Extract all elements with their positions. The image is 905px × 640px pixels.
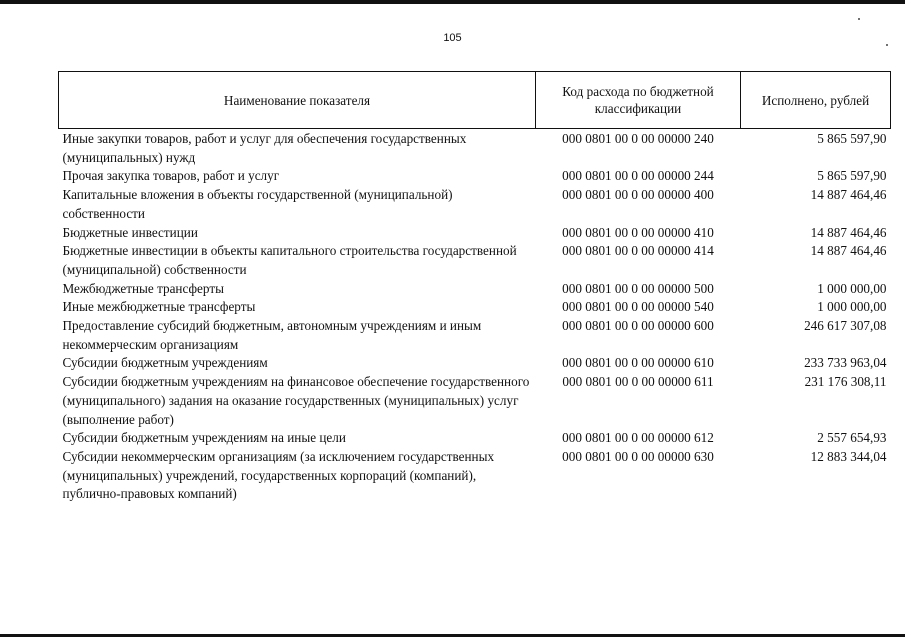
row-name: Бюджетные инвестиции — [62, 224, 198, 240]
row-amount: 246 617 307,08 — [804, 318, 887, 334]
header-code: Код расхода по бюджетной классификации — [536, 72, 741, 129]
scan-speck — [858, 18, 860, 20]
row-name: Иные закупки товаров, работ и услуг для обеспечения государственных (муниципальных) нужд — [62, 131, 467, 165]
row-name: Субсидии бюджетным учреждениям — [62, 355, 268, 371]
row-code: 000 0801 00 0 00 00000 630 — [562, 448, 714, 464]
row-amount: 1 000 000,00 — [817, 299, 887, 315]
top-border-line — [0, 0, 905, 4]
table-header — [59, 72, 891, 129]
row-code: 000 0801 00 0 00 00000 610 — [562, 355, 714, 371]
row-name: Предоставление субсидий бюджетным, автономным учреждениям и иным некоммерческим организациям — [62, 318, 482, 352]
table-row — [59, 186, 891, 223]
page-number: 105 — [443, 32, 462, 44]
row-code: 000 0801 00 0 00 00000 540 — [562, 299, 714, 315]
table-row — [59, 280, 891, 299]
row-code: 000 0801 00 0 00 00000 500 — [562, 280, 714, 296]
row-code: 000 0801 00 0 00 00000 611 — [562, 374, 714, 390]
row-amount: 2 557 654,93 — [817, 430, 887, 446]
row-name: Иные межбюджетные трансферты — [62, 299, 256, 315]
table-row — [59, 354, 891, 373]
row-code: 000 0801 00 0 00 00000 240 — [562, 131, 714, 146]
row-amount: 14 887 464,46 — [810, 224, 887, 240]
table-row — [59, 242, 891, 279]
table-row — [59, 317, 891, 354]
row-code: 000 0801 00 0 00 00000 400 — [562, 187, 714, 203]
scan-speck — [886, 44, 888, 46]
row-code: 000 0801 00 0 00 00000 244 — [562, 168, 714, 184]
row-amount: 14 887 464,46 — [810, 243, 887, 259]
row-code: 000 0801 00 0 00 00000 410 — [562, 224, 714, 240]
row-amount: 1 000 000,00 — [817, 280, 887, 296]
row-name: Прочая закупка товаров, работ и услуг — [62, 168, 280, 184]
row-name: Субсидии бюджетным учреждениям на иные цели — [62, 430, 346, 446]
row-code: 000 0801 00 0 00 00000 414 — [562, 243, 714, 259]
row-amount: 14 887 464,46 — [810, 187, 887, 203]
expenditure-table — [58, 71, 891, 504]
table-body — [59, 129, 891, 505]
row-amount: 12 883 344,04 — [810, 448, 887, 464]
row-amount: 231 176 308,11 — [804, 374, 887, 390]
row-code: 000 0801 00 0 00 00000 612 — [562, 430, 714, 446]
table-row — [59, 167, 891, 186]
row-name: Бюджетные инвестиции в объекты капитального строительства государственной (муниципальной) собственности — [62, 243, 517, 277]
row-amount: 233 733 963,04 — [804, 355, 887, 371]
row-name: Межбюджетные трансферты — [62, 280, 224, 296]
row-name: Капитальные вложения в объекты государственной (муниципальной) собственности — [62, 187, 453, 221]
bottom-border-line — [0, 634, 905, 637]
row-name: Субсидии некоммерческим организациям (за исключением государственных (муниципальных) учреждений, государственных корпораций (компаний), публично-правовых компаний) — [62, 448, 495, 502]
table-row — [59, 224, 891, 243]
header-amount: Исполнено, рублей — [741, 72, 891, 129]
table-row — [59, 448, 891, 504]
row-amount: 5 865 597,90 — [817, 168, 887, 184]
table-row — [59, 298, 891, 317]
row-code: 000 0801 00 0 00 00000 600 — [562, 318, 714, 334]
table-row — [59, 129, 891, 168]
row-name: Субсидии бюджетным учреждениям на финансовое обеспечение государственного (муниципального) задания на оказание государственных (муниципальных) услуг (выполнение работ) — [62, 374, 530, 427]
row-amount: 5 865 597,90 — [817, 131, 887, 146]
table-row — [59, 373, 891, 429]
table-row — [59, 429, 891, 448]
header-name: Наименование показателя — [59, 72, 536, 129]
